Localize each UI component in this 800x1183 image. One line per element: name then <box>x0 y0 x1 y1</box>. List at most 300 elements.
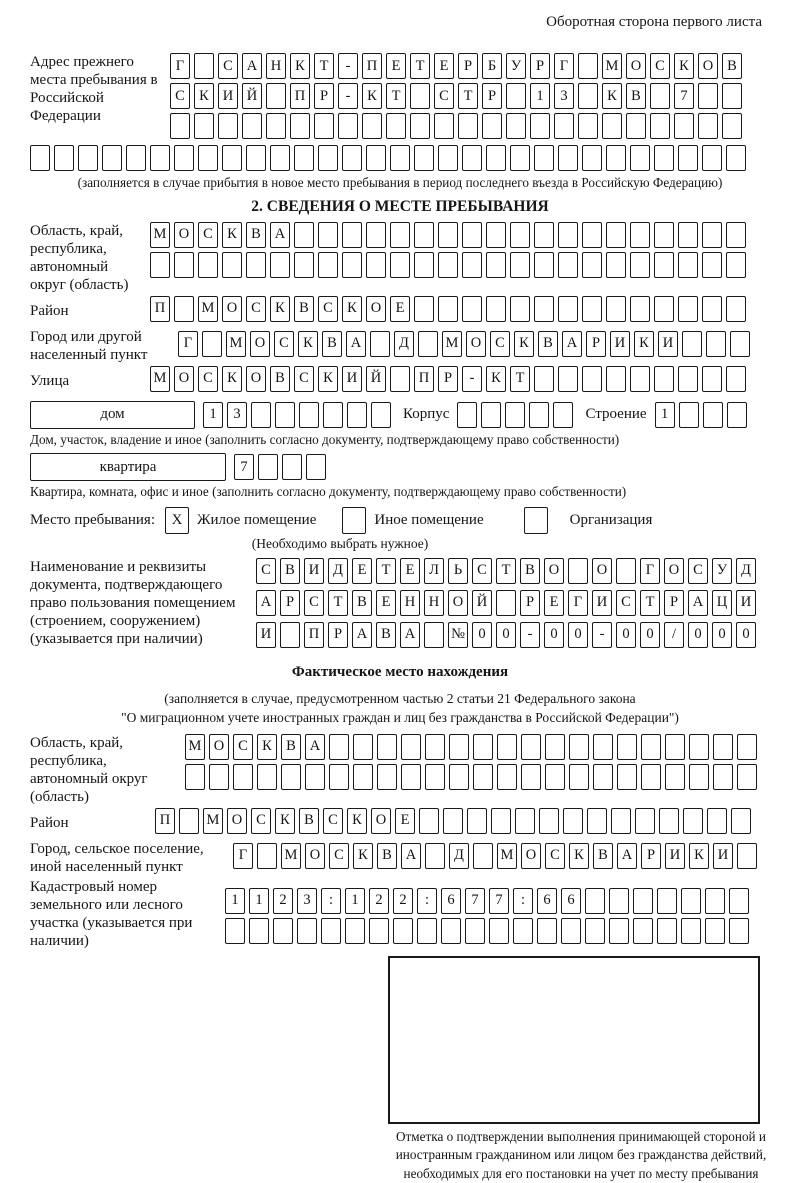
char-box: И <box>218 83 238 109</box>
char-box <box>617 764 637 790</box>
cadastral-label: Кадастровый номер земельного или лесного участка (указывается при наличии) <box>30 878 193 949</box>
char-box <box>683 808 703 834</box>
char-box <box>390 366 410 392</box>
char-box <box>198 252 218 278</box>
char-box <box>654 252 674 278</box>
char-box <box>273 918 293 944</box>
char-row <box>150 252 750 278</box>
char-box: О <box>448 590 468 616</box>
char-box: Р <box>438 366 458 392</box>
char-box: 1 <box>655 402 675 428</box>
char-box <box>617 734 637 760</box>
char-box: О <box>371 808 391 834</box>
char-box: Б <box>482 53 502 79</box>
char-box: В <box>246 222 266 248</box>
char-box: К <box>353 843 373 869</box>
char-box <box>510 222 530 248</box>
char-box: С <box>318 296 338 322</box>
char-box <box>202 331 222 357</box>
char-box: К <box>514 331 534 357</box>
char-box: С <box>251 808 271 834</box>
char-box <box>424 622 444 648</box>
char-box: 0 <box>640 622 660 648</box>
char-box: А <box>256 590 276 616</box>
char-row <box>185 734 761 760</box>
char-box: О <box>246 366 266 392</box>
korpus-boxes <box>457 402 577 428</box>
char-box <box>630 366 650 392</box>
char-box: П <box>304 622 324 648</box>
char-box <box>729 888 749 914</box>
stay-checkbox-other <box>342 507 366 534</box>
char-box: С <box>304 590 324 616</box>
city-label: Город или другой населенный пункт <box>30 328 148 363</box>
char-box <box>678 366 698 392</box>
char-box: Е <box>544 590 564 616</box>
char-box <box>486 222 506 248</box>
stamp-area <box>388 956 760 1124</box>
char-box <box>329 734 349 760</box>
char-box <box>306 454 326 480</box>
char-box: 2 <box>393 888 413 914</box>
char-box <box>650 83 670 109</box>
char-box: О <box>222 296 242 322</box>
char-box: Е <box>376 590 396 616</box>
char-box: И <box>610 331 630 357</box>
actual-city-field <box>30 840 770 876</box>
corner-note: Оборотная сторона первого листа <box>546 14 762 30</box>
char-box <box>703 402 723 428</box>
char-box: М <box>150 222 170 248</box>
char-box <box>233 764 253 790</box>
char-box <box>458 113 478 139</box>
char-box <box>401 734 421 760</box>
stay-checkbox-residential: X <box>165 507 189 534</box>
actual-location-note-2: "О миграционном учете иностранных граждан и лиц без гражданства в Российской Федерации") <box>121 710 679 726</box>
actual-region-field <box>30 734 770 806</box>
char-box: Е <box>390 296 410 322</box>
char-box <box>674 113 694 139</box>
char-box <box>702 366 722 392</box>
char-box: О <box>227 808 247 834</box>
char-box <box>616 558 636 584</box>
char-box <box>266 83 286 109</box>
house-type-box <box>30 401 195 429</box>
char-box <box>654 366 674 392</box>
stay-option-organization-label: Организация <box>569 511 653 528</box>
char-box <box>481 402 501 428</box>
char-box: К <box>362 83 382 109</box>
char-box: К <box>270 296 290 322</box>
char-box: Н <box>424 590 444 616</box>
char-box: Й <box>366 366 386 392</box>
stroenie-label: Строение <box>585 406 647 422</box>
char-box <box>54 145 74 171</box>
char-box <box>491 808 511 834</box>
char-box: О <box>174 222 194 248</box>
char-box <box>678 296 698 322</box>
char-box: Г <box>554 53 574 79</box>
char-box <box>558 366 578 392</box>
char-box <box>318 222 338 248</box>
char-box <box>731 808 751 834</box>
street-label: Улица <box>30 372 70 389</box>
char-row <box>225 888 753 914</box>
char-box: Н <box>266 53 286 79</box>
char-box <box>587 808 607 834</box>
char-box: В <box>520 558 540 584</box>
char-box <box>582 296 602 322</box>
char-box <box>726 366 746 392</box>
char-box: Й <box>472 590 492 616</box>
char-box <box>563 808 583 834</box>
char-box: А <box>270 222 290 248</box>
char-box <box>558 296 578 322</box>
char-box: С <box>688 558 708 584</box>
char-box <box>314 113 334 139</box>
apartment-type-box <box>30 453 226 481</box>
char-box <box>534 252 554 278</box>
previous-address-label: Адрес прежнего места пребывания в Российской Федерации <box>30 54 158 124</box>
char-box <box>654 222 674 248</box>
char-box <box>702 296 722 322</box>
char-box: 7 <box>489 888 509 914</box>
char-box <box>606 145 626 171</box>
char-box <box>449 734 469 760</box>
stay-type-row <box>30 507 770 534</box>
char-box <box>410 83 430 109</box>
char-box <box>726 145 746 171</box>
char-box: О <box>544 558 564 584</box>
stay-checkbox-organization <box>524 507 548 534</box>
char-box: : <box>513 888 533 914</box>
char-box <box>425 843 445 869</box>
char-box <box>347 402 367 428</box>
char-box: С <box>198 366 218 392</box>
char-box: С <box>616 590 636 616</box>
char-box <box>726 222 746 248</box>
char-box <box>635 808 655 834</box>
char-box <box>294 145 314 171</box>
char-box <box>290 113 310 139</box>
char-row <box>150 222 750 248</box>
char-row <box>170 113 746 139</box>
char-row <box>170 83 746 109</box>
char-box <box>726 252 746 278</box>
char-box <box>414 296 434 322</box>
char-box: Р <box>458 53 478 79</box>
char-box: В <box>322 331 342 357</box>
char-box <box>665 734 685 760</box>
char-box: 3 <box>227 402 247 428</box>
char-box <box>737 764 757 790</box>
char-box <box>174 145 194 171</box>
char-box: Д <box>394 331 414 357</box>
char-box <box>650 113 670 139</box>
char-box: Д <box>736 558 756 584</box>
char-box <box>218 113 238 139</box>
char-box: 3 <box>297 888 317 914</box>
char-row <box>170 53 746 79</box>
char-box: С <box>323 808 343 834</box>
char-row <box>178 331 754 357</box>
char-box <box>593 764 613 790</box>
char-box: 1 <box>530 83 550 109</box>
char-box <box>371 402 391 428</box>
city-field <box>30 328 770 364</box>
char-box: 0 <box>472 622 492 648</box>
char-row <box>233 843 761 869</box>
char-box <box>665 764 685 790</box>
char-box <box>689 734 709 760</box>
char-box: Р <box>664 590 684 616</box>
char-box: Т <box>386 83 406 109</box>
actual-location-note-1: (заполняется в случае, предусмотренном частью 2 статьи 21 Федерального закона <box>164 690 636 706</box>
char-box: И <box>736 590 756 616</box>
char-row <box>150 296 750 322</box>
char-box <box>174 296 194 322</box>
char-box <box>194 113 214 139</box>
section2-title: 2. СВЕДЕНИЯ О МЕСТЕ ПРЕБЫВАНИЯ <box>251 197 549 215</box>
char-box <box>418 331 438 357</box>
char-box <box>582 366 602 392</box>
char-box <box>323 402 343 428</box>
char-box: Е <box>434 53 454 79</box>
char-box: В <box>722 53 742 79</box>
char-box: О <box>366 296 386 322</box>
char-box <box>342 145 362 171</box>
char-box <box>438 145 458 171</box>
char-box: И <box>342 366 362 392</box>
char-box <box>737 843 757 869</box>
char-box <box>362 113 382 139</box>
char-box <box>506 113 526 139</box>
char-box <box>321 918 341 944</box>
char-box: Й <box>242 83 262 109</box>
char-box: 6 <box>537 888 557 914</box>
char-box <box>682 331 702 357</box>
char-box: Т <box>510 366 530 392</box>
char-box <box>593 734 613 760</box>
char-box: И <box>256 622 276 648</box>
char-box: К <box>569 843 589 869</box>
char-box <box>534 296 554 322</box>
char-box: С <box>650 53 670 79</box>
char-box <box>705 888 725 914</box>
char-box <box>194 53 214 79</box>
char-box: В <box>294 296 314 322</box>
char-box <box>681 918 701 944</box>
char-box <box>698 83 718 109</box>
char-box: 7 <box>465 888 485 914</box>
char-box: И <box>658 331 678 357</box>
char-box: А <box>352 622 372 648</box>
char-box <box>486 296 506 322</box>
char-box <box>606 252 626 278</box>
char-box: Л <box>424 558 444 584</box>
char-box <box>534 145 554 171</box>
char-box: У <box>712 558 732 584</box>
char-box <box>654 145 674 171</box>
char-box <box>342 252 362 278</box>
char-box <box>342 222 362 248</box>
char-box: С <box>329 843 349 869</box>
char-box <box>659 808 679 834</box>
char-box: 0 <box>736 622 756 648</box>
char-box <box>554 113 574 139</box>
char-box: К <box>257 734 277 760</box>
char-box: Г <box>640 558 660 584</box>
char-box: М <box>226 331 246 357</box>
char-box <box>569 734 589 760</box>
actual-location-title: Фактическое место нахождения <box>291 663 509 680</box>
char-box: Н <box>400 590 420 616</box>
char-box: - <box>338 83 358 109</box>
char-box <box>510 296 530 322</box>
char-box: А <box>401 843 421 869</box>
char-box <box>299 402 319 428</box>
char-box <box>270 252 290 278</box>
district-label: Район <box>30 302 69 319</box>
char-box: 1 <box>225 888 245 914</box>
char-box: М <box>602 53 622 79</box>
char-box <box>414 145 434 171</box>
actual-region-label: Область, край, республика, автономный округ (область) <box>30 734 148 805</box>
char-box <box>707 808 727 834</box>
char-box <box>353 734 373 760</box>
char-box <box>257 843 277 869</box>
char-box <box>609 888 629 914</box>
char-box: Т <box>376 558 396 584</box>
cadastral-field <box>30 878 770 950</box>
char-box: 6 <box>441 888 461 914</box>
char-box: Р <box>328 622 348 648</box>
char-row <box>150 366 750 392</box>
char-box: 7 <box>234 454 254 480</box>
house-row <box>30 400 770 430</box>
char-box <box>246 145 266 171</box>
char-box <box>678 252 698 278</box>
char-box: Р <box>586 331 606 357</box>
char-box <box>386 113 406 139</box>
char-box <box>568 558 588 584</box>
char-box <box>462 222 482 248</box>
char-box <box>297 918 317 944</box>
char-box: П <box>414 366 434 392</box>
char-box <box>654 296 674 322</box>
char-box <box>578 113 598 139</box>
char-box <box>657 918 677 944</box>
char-box <box>609 918 629 944</box>
char-box <box>578 53 598 79</box>
char-box <box>457 402 477 428</box>
char-box <box>606 222 626 248</box>
char-box <box>30 145 50 171</box>
char-box <box>727 402 747 428</box>
char-box <box>377 764 397 790</box>
char-box: М <box>497 843 517 869</box>
char-box: 3 <box>554 83 574 109</box>
char-box: С <box>472 558 492 584</box>
char-box <box>438 222 458 248</box>
char-box <box>465 918 485 944</box>
char-box <box>467 808 487 834</box>
char-box <box>582 222 602 248</box>
char-box <box>534 222 554 248</box>
region-field <box>30 222 770 294</box>
char-box: В <box>280 558 300 584</box>
char-box: Т <box>314 53 334 79</box>
char-box <box>294 222 314 248</box>
char-box: О <box>626 53 646 79</box>
char-box <box>506 83 526 109</box>
char-box <box>657 888 677 914</box>
char-box <box>702 145 722 171</box>
char-box: А <box>346 331 366 357</box>
char-box <box>534 366 554 392</box>
char-box: Т <box>496 558 516 584</box>
char-box <box>318 145 338 171</box>
char-box: К <box>194 83 214 109</box>
korpus-label: Корпус <box>403 406 450 422</box>
char-box <box>174 252 194 278</box>
previous-address-note: (заполняется в случае прибытия в новое место пребывания в период последнего въезда в Российскую Федерацию) <box>77 175 723 190</box>
char-box: И <box>713 843 733 869</box>
char-box: / <box>664 622 684 648</box>
previous-address-field <box>30 53 770 143</box>
char-box <box>473 734 493 760</box>
char-box <box>225 918 245 944</box>
stay-option-other-label: Иное помещение <box>374 511 484 528</box>
char-box <box>366 222 386 248</box>
previous-address-overflow-row <box>30 145 770 171</box>
char-box <box>280 622 300 648</box>
char-box: К <box>634 331 654 357</box>
char-box: Т <box>328 590 348 616</box>
char-box: Р <box>530 53 550 79</box>
char-box: : <box>321 888 341 914</box>
char-box: М <box>281 843 301 869</box>
char-box: М <box>185 734 205 760</box>
char-box <box>170 113 190 139</box>
char-box <box>558 222 578 248</box>
char-box: 1 <box>345 888 365 914</box>
char-box <box>345 918 365 944</box>
char-box: К <box>602 83 622 109</box>
char-box <box>582 145 602 171</box>
char-box <box>529 402 549 428</box>
street-field <box>30 366 770 396</box>
char-box: В <box>377 843 397 869</box>
char-box: С <box>233 734 253 760</box>
char-box: В <box>626 83 646 109</box>
char-box: П <box>362 53 382 79</box>
char-box <box>390 222 410 248</box>
char-box <box>222 252 242 278</box>
char-box: М <box>203 808 223 834</box>
char-box <box>390 145 410 171</box>
char-box <box>630 252 650 278</box>
char-box <box>249 918 269 944</box>
char-box <box>585 888 605 914</box>
char-box: С <box>256 558 276 584</box>
char-box <box>209 764 229 790</box>
char-box <box>558 252 578 278</box>
actual-district-label: Район <box>30 814 69 831</box>
char-row <box>256 622 760 648</box>
char-box <box>150 252 170 278</box>
char-box: В <box>376 622 396 648</box>
